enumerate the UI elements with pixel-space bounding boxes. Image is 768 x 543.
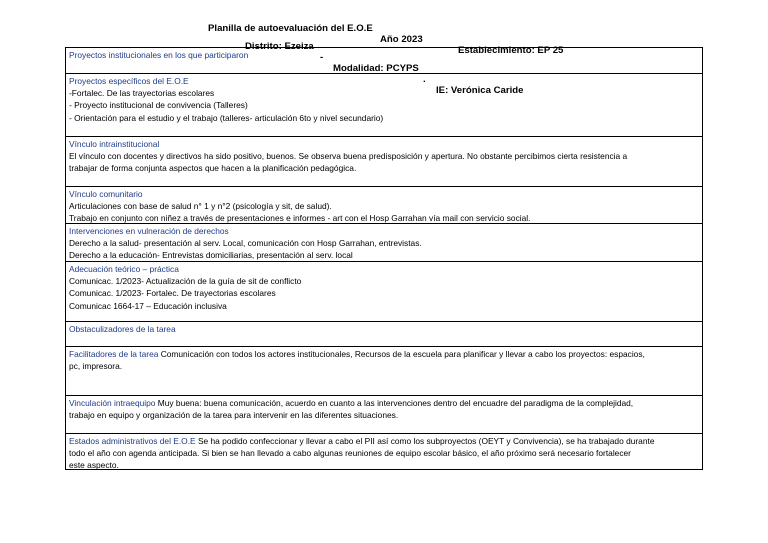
section-text: Se ha podido confeccionar y llevar a cabo el PII así como los subproyectos (OEYT y Convivencia), se ha trabajado durante <box>195 436 655 446</box>
section-text: Articulaciones con base de salud n° 1 y n°2 (psicología y sit, de salud). <box>69 201 332 212</box>
section-text: este aspecto. <box>69 460 119 471</box>
section-community <box>66 186 702 223</box>
section-text: - Proyecto institucional de convivencia (Talleres) <box>69 100 248 111</box>
section-text: trabajo en equipo y organización de la tarea para intervenir en las diferentes situaciones. <box>69 410 399 421</box>
section-text: - Orientación para el estudio y el trabajo (talleres- articulación 6to y nivel secundario) <box>69 112 384 123</box>
section-text: trabajar de forma conjunta aspectos que hacen a la planificación pedagógica. <box>69 163 357 174</box>
section-institutional-projects <box>66 48 702 73</box>
document-title: Planilla de autoevaluación del E.O.E <box>208 23 373 34</box>
section-title: Facilitadores de la tarea <box>69 349 159 359</box>
ie-label: IE: Verónica Caride <box>436 85 524 96</box>
section-team-relationship <box>66 395 702 433</box>
section-title: Vinculación intraequipo <box>69 398 156 408</box>
section-text: Trabajo en conjunto con niñez a través de presentaciones e informes - art con el Hosp Garrahan vía mail con servicio social. <box>69 213 531 224</box>
section-administrative-status <box>66 433 702 471</box>
section-text: pc, impresora. <box>69 361 123 372</box>
section-text: El vínculo con docentes y directivos ha sido positivo, buenos. Se observa buena predisposición y apertura. No obstante percibimos cierta resistencia a <box>69 151 628 162</box>
section-title: Vínculo comunitario <box>69 189 143 199</box>
section-intrainstitutional <box>66 136 702 186</box>
section-title: Proyectos institucionales en los que participaron <box>69 50 249 60</box>
section-text: Derecho a la salud- presentación al serv. Local, comunicación con Hosp Garrahan, entrevistas. <box>69 238 422 249</box>
district-label: Distrito: Ezeiza <box>245 41 314 52</box>
section-text: -Fortalec. De las trayectorias escolares <box>69 88 215 99</box>
section-title: Proyectos específicos del E.O.E <box>69 76 189 86</box>
section-text: Derecho a la educación- Entrevistas domiciliarias, presentación al serv. local <box>69 250 353 261</box>
section-title: Obstaculizadores de la tarea <box>69 324 176 334</box>
section-title: Intervenciones en vulneración de derechos <box>69 226 229 236</box>
section-text: Comunicación con todos los actores institucionales, Recursos de la escuela para planificar y llevar a cabo los proyectos: espacios, <box>158 349 645 359</box>
section-text: Comunicac 1664-17 – Educación inclusiva <box>69 300 227 311</box>
section-text: Muy buena: buena comunicación, acuerdo en cuanto a las intervenciones dentro del encuadre del paradigma de la complejidad, <box>155 398 634 408</box>
school-label: Establecimiento: EP 25 <box>458 45 564 56</box>
section-title: Vínculo intrainstitucional <box>69 139 160 149</box>
evaluation-table <box>65 47 703 470</box>
modality-label: Modalidad: PCYPS <box>333 63 419 74</box>
year-label: Año 2023 <box>380 34 423 45</box>
section-text: Comunicac. 1/2023- Fortalec. De trayectorias escolares <box>69 288 276 299</box>
section-title: Estados administrativos del E.O.E <box>69 436 196 446</box>
section-facilitators <box>66 346 702 395</box>
section-theory-practice <box>66 261 702 321</box>
section-specific-projects <box>66 73 702 136</box>
section-title: Adecuación teórico – práctica <box>69 264 179 274</box>
section-rights-interventions <box>66 223 702 261</box>
section-text: Comunicac. 1/2023- Actualización de la guía de sit de conflicto <box>69 276 302 287</box>
section-obstacles <box>66 321 702 346</box>
section-text: todo el año con agenda anticipada. Si bien se han llevado a cabo algunas reuniones de equipo escolar básico, el año próximo será necesario fortalecer <box>69 448 631 459</box>
separator-dot: . <box>423 74 426 85</box>
separator-dash: - <box>320 52 324 63</box>
